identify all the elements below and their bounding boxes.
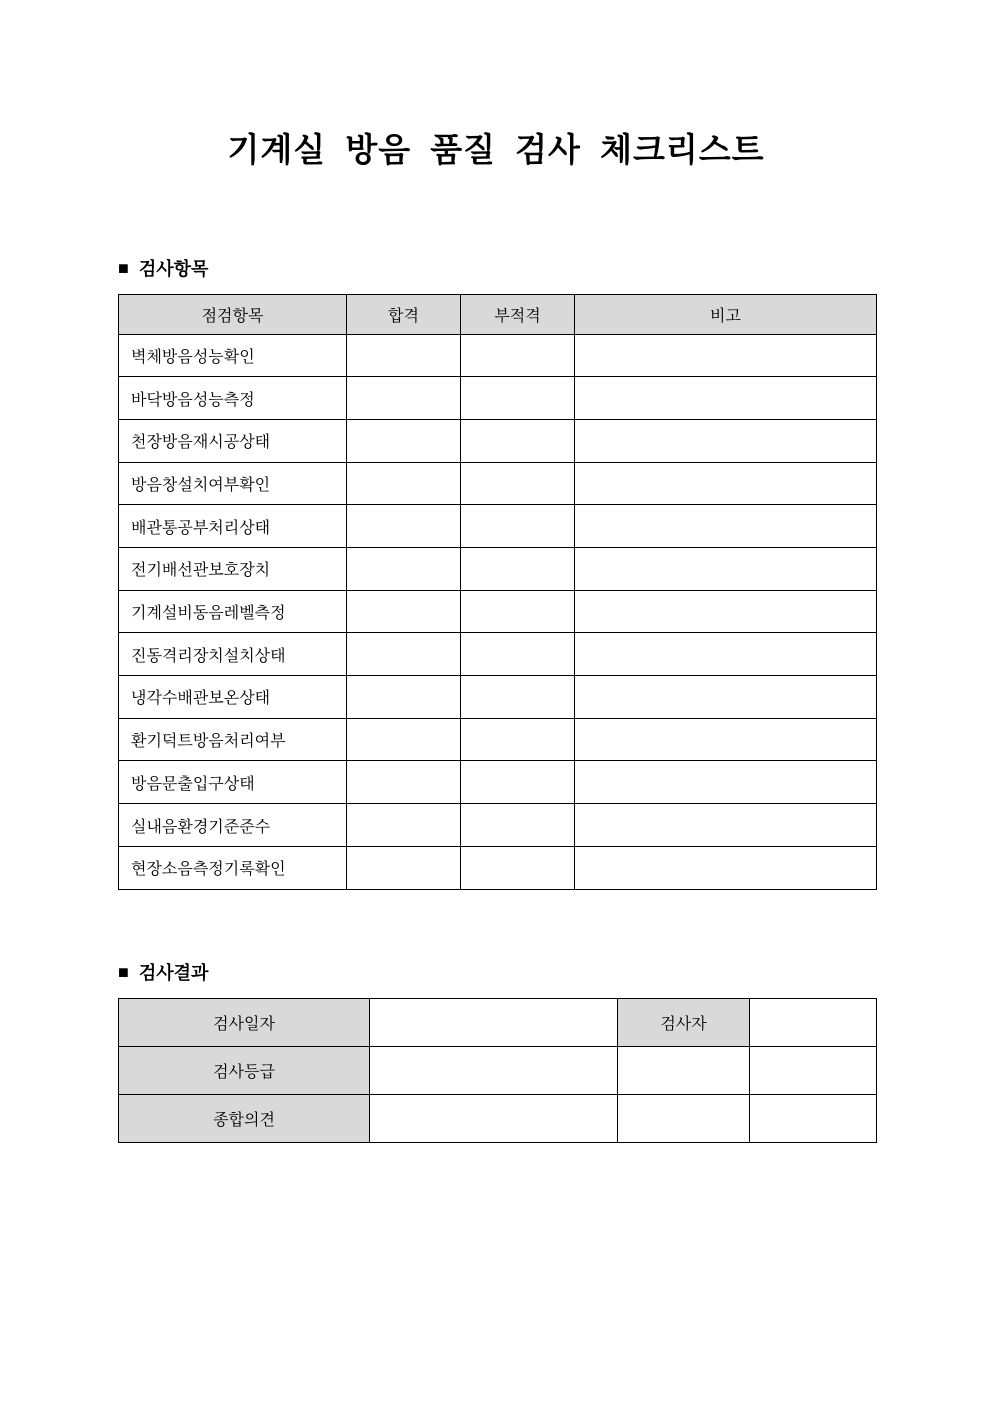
check-item-label: 배관통공부처리상태 (119, 505, 347, 548)
table-row (119, 377, 877, 420)
remarks-cell (575, 462, 877, 505)
check-item-label: 환기덕트방음처리여부 (119, 718, 347, 761)
table-row (119, 761, 877, 804)
pass-cell (347, 505, 461, 548)
check-item-label: 바닥방음성능측정 (119, 377, 347, 420)
check-item-label: 천장방음재시공상태 (119, 419, 347, 462)
fail-cell (461, 419, 575, 462)
fail-cell (461, 377, 575, 420)
pass-cell (347, 804, 461, 847)
pass-cell (347, 676, 461, 719)
checklist-header-row (119, 294, 877, 334)
section-heading-inspection-results (118, 959, 992, 985)
table-row (119, 590, 877, 633)
pass-cell (347, 590, 461, 633)
pass-cell (347, 846, 461, 889)
remarks-cell (575, 334, 877, 377)
table-row (119, 676, 877, 719)
remarks-cell (575, 548, 877, 591)
remarks-cell (575, 633, 877, 676)
table-row (119, 419, 877, 462)
fail-cell (461, 462, 575, 505)
pass-cell (347, 462, 461, 505)
inspection-grade-label: 검사등급 (119, 1046, 370, 1094)
remarks-cell (575, 419, 877, 462)
fail-cell (461, 846, 575, 889)
table-row (119, 846, 877, 889)
check-item-label: 실내음환경기준준수 (119, 804, 347, 847)
fail-cell (461, 590, 575, 633)
table-row (119, 505, 877, 548)
table-row (119, 462, 877, 505)
column-header-check-item: 점검항목 (119, 294, 347, 334)
table-row (119, 633, 877, 676)
empty-cell (750, 1046, 877, 1094)
square-bullet-icon: ■ (118, 257, 129, 278)
page-title: 기계실 방음 품질 검사 체크리스트 (227, 131, 765, 168)
remarks-cell (575, 718, 877, 761)
check-item-label: 벽체방음성능확인 (119, 334, 347, 377)
fail-cell (461, 804, 575, 847)
inspection-grade-value (370, 1046, 618, 1094)
empty-cell (618, 1094, 750, 1142)
fail-cell (461, 548, 575, 591)
overall-opinion-label: 종합의견 (119, 1094, 370, 1142)
section-heading-inspection-items (118, 255, 992, 281)
check-item-label: 냉각수배관보온상태 (119, 676, 347, 719)
results-table (118, 998, 877, 1143)
pass-cell (347, 633, 461, 676)
empty-cell (750, 1094, 877, 1142)
column-header-fail: 부적격 (461, 294, 575, 334)
pass-cell (347, 548, 461, 591)
pass-cell (347, 377, 461, 420)
remarks-cell (575, 505, 877, 548)
fail-cell (461, 505, 575, 548)
remarks-cell (575, 761, 877, 804)
inspection-date-label: 검사일자 (119, 998, 370, 1046)
inspector-value (750, 998, 877, 1046)
section-heading-label: 검사항목 (138, 258, 209, 279)
inspection-date-value (370, 998, 618, 1046)
pass-cell (347, 419, 461, 462)
remarks-cell (575, 676, 877, 719)
table-row (119, 334, 877, 377)
check-item-label: 전기배선관보호장치 (119, 548, 347, 591)
table-row (119, 718, 877, 761)
remarks-cell (575, 846, 877, 889)
inspector-label: 검사자 (618, 998, 750, 1046)
pass-cell (347, 334, 461, 377)
check-item-label: 진동격리장치설치상태 (119, 633, 347, 676)
table-row (119, 998, 877, 1046)
check-item-label: 현장소음측정기록확인 (119, 846, 347, 889)
square-bullet-icon: ■ (118, 961, 129, 982)
section-heading-label: 검사결과 (138, 962, 209, 983)
fail-cell (461, 334, 575, 377)
remarks-cell (575, 804, 877, 847)
fail-cell (461, 633, 575, 676)
table-row (119, 548, 877, 591)
checklist-table (118, 294, 877, 890)
column-header-pass: 합격 (347, 294, 461, 334)
pass-cell (347, 718, 461, 761)
table-row (119, 1046, 877, 1094)
table-row (119, 804, 877, 847)
remarks-cell (575, 590, 877, 633)
fail-cell (461, 761, 575, 804)
check-item-label: 기계설비동음레벨측정 (119, 590, 347, 633)
column-header-remarks: 비고 (575, 294, 877, 334)
fail-cell (461, 676, 575, 719)
remarks-cell (575, 377, 877, 420)
check-item-label: 방음창설치여부확인 (119, 462, 347, 505)
empty-cell (618, 1046, 750, 1094)
overall-opinion-value (370, 1094, 618, 1142)
pass-cell (347, 761, 461, 804)
table-row (119, 1094, 877, 1142)
check-item-label: 방음문출입구상태 (119, 761, 347, 804)
fail-cell (461, 718, 575, 761)
